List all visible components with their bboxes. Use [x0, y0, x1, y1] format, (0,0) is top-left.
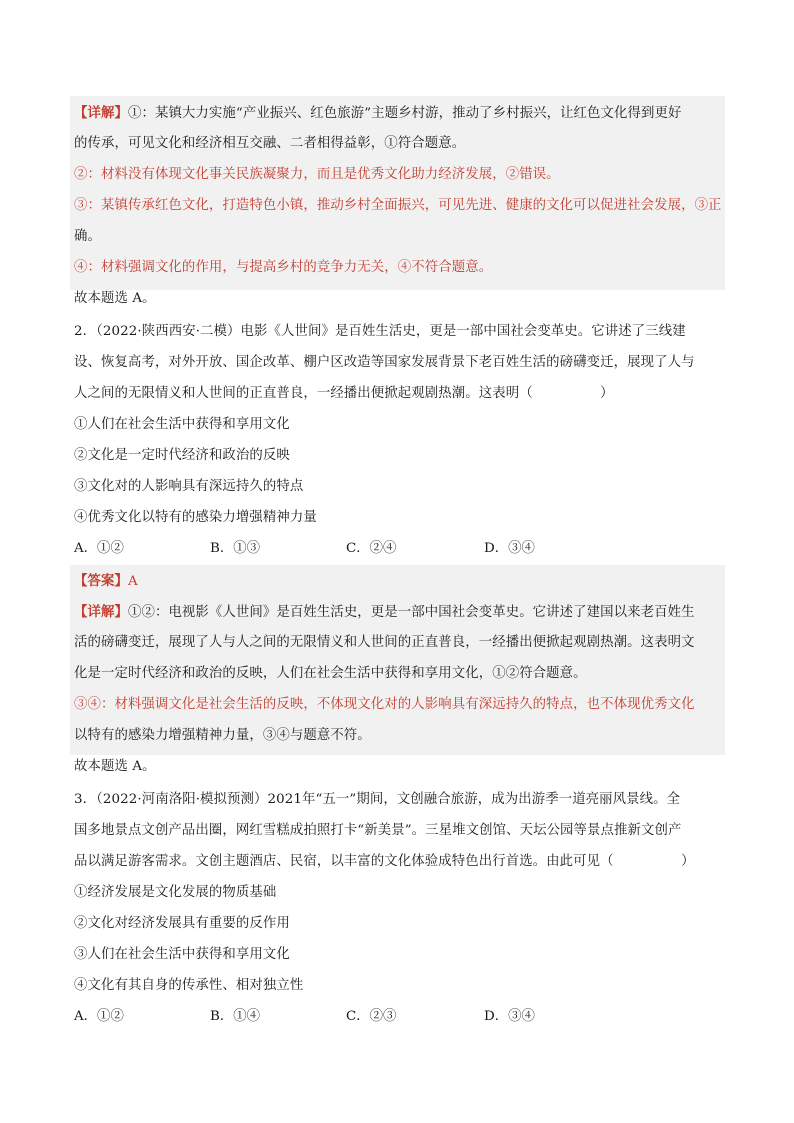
q2-explain-line-1: 【详解】①②：电视影《人世间》是百姓生活史，更是一部中国社会变革史。它讲述了建国以来老百姓生 [74, 604, 695, 620]
q2-option-a[interactable]: A．①② [74, 541, 124, 556]
q2-stem-line-3: 人之间的无限情义和人世间的正直普良，一经播出便掀起观剧热潮。这表明（ ） [74, 386, 614, 401]
q2-item-1: ①人们在社会生活中获得和享用文化 [74, 417, 290, 432]
q3-stem-line-2: 国多地景点文创产品出圈，网红雪糕成拍照打卡“新美景”。三星堆文创馆、天坛公园等景点推新文创产 [74, 823, 682, 838]
q2-conclusion: 故本题选 A。 [74, 759, 156, 774]
q1-explain-line-4: ③：某镇传承红色文化，打造特色小镇，推动乡村全面振兴，可见先进、健康的文化可以促进社会发展，③正 [74, 198, 722, 213]
q2-option-c[interactable]: C．②④ [346, 541, 397, 556]
q2-option-d[interactable]: D．③④ [484, 541, 535, 556]
q1-explain-line-6: ④：材料强调文化的作用，与提高乡村的竞争力无关，④不符合题意。 [74, 260, 493, 275]
q1-conclusion: 故本题选 A。 [74, 291, 156, 306]
q3-item-4: ④文化有其自身的传承性、相对独立性 [74, 978, 304, 993]
q2-stem-line-2: 设、恢复高考，对外开放、国企改革、棚户区改造等国家发展背景下老百姓生活的磅礴变迁，展现了人与 [74, 355, 695, 370]
answer-tag: 【答案】 [74, 573, 128, 589]
explain-tag: 【详解】 [74, 604, 128, 620]
q2-explain-line-5: 以特有的感染力增强精神力量，③④与题意不符。 [74, 728, 371, 743]
q3-item-2: ②文化对经济发展具有重要的反作用 [74, 916, 290, 931]
q2-explain-line-2: 活的磅礴变迁，展现了人与人之间的无限情义和人世间的正直普良，一经播出便掀起观剧热潮。这表明文 [74, 635, 695, 650]
q2-item-2: ②文化是一定时代经济和政治的反映 [74, 448, 290, 463]
answer-value: A [127, 574, 138, 589]
q2-item-3: ③文化对的人影响具有深远持久的特点 [74, 479, 304, 494]
q1-explain-line-3: ②：材料没有体现文化事关民族凝聚力，而且是优秀文化助力经济发展，②错误。 [74, 167, 560, 182]
q3-option-a[interactable]: A．①② [74, 1009, 124, 1024]
explain-tag: 【详解】 [74, 105, 128, 121]
q2-stem-line-1: 2．（2022·陕西西安·二模）电影《人世间》是百姓生活史，更是一部中国社会变革史。它讲述了三线建 [74, 324, 686, 339]
q3-item-3: ③人们在社会生活中获得和享用文化 [74, 947, 290, 962]
q3-option-c[interactable]: C．②③ [346, 1009, 397, 1024]
q3-stem-line-1: 3．（2022·河南洛阳·模拟预测）2021年“五一”期间，文创融合旅游，成为出游季一道亮丽风景线。全 [74, 792, 681, 807]
q1-explain-line-1: 【详解】①：某镇大力实施“产业振兴、红色旅游”主题乡村游，推动了乡村振兴，让红色文化得到更好 [74, 105, 682, 121]
q2-answer [74, 571, 138, 592]
q3-stem-line-3: 品以满足游客需求。文创主题酒店、民宿，以丰富的文化体验成特色出行首选。由此可见（ ） [74, 854, 695, 869]
q2-option-b[interactable]: B．①③ [210, 541, 261, 556]
q2-explain-line-3: 化是一定时代经济和政治的反映，人们在社会生活中获得和享用文化，①②符合题意。 [74, 666, 587, 681]
q1-explain-line-5: 确。 [74, 229, 101, 244]
q1-explain-line-2: 的传承，可见文化和经济相互交融、二者相得益彰，①符合题意。 [74, 136, 466, 151]
q2-explain-line-4: ③④：材料强调文化是社会生活的反映，不体现文化对的人影响具有深远持久的特点，也不体现优秀文化 [74, 697, 695, 712]
q3-option-d[interactable]: D．③④ [484, 1009, 535, 1024]
q3-item-1: ①经济发展是文化发展的物质基础 [74, 885, 277, 900]
q2-item-4: ④优秀文化以特有的感染力增强精神力量 [74, 510, 317, 525]
q3-option-b[interactable]: B．①④ [210, 1009, 261, 1024]
